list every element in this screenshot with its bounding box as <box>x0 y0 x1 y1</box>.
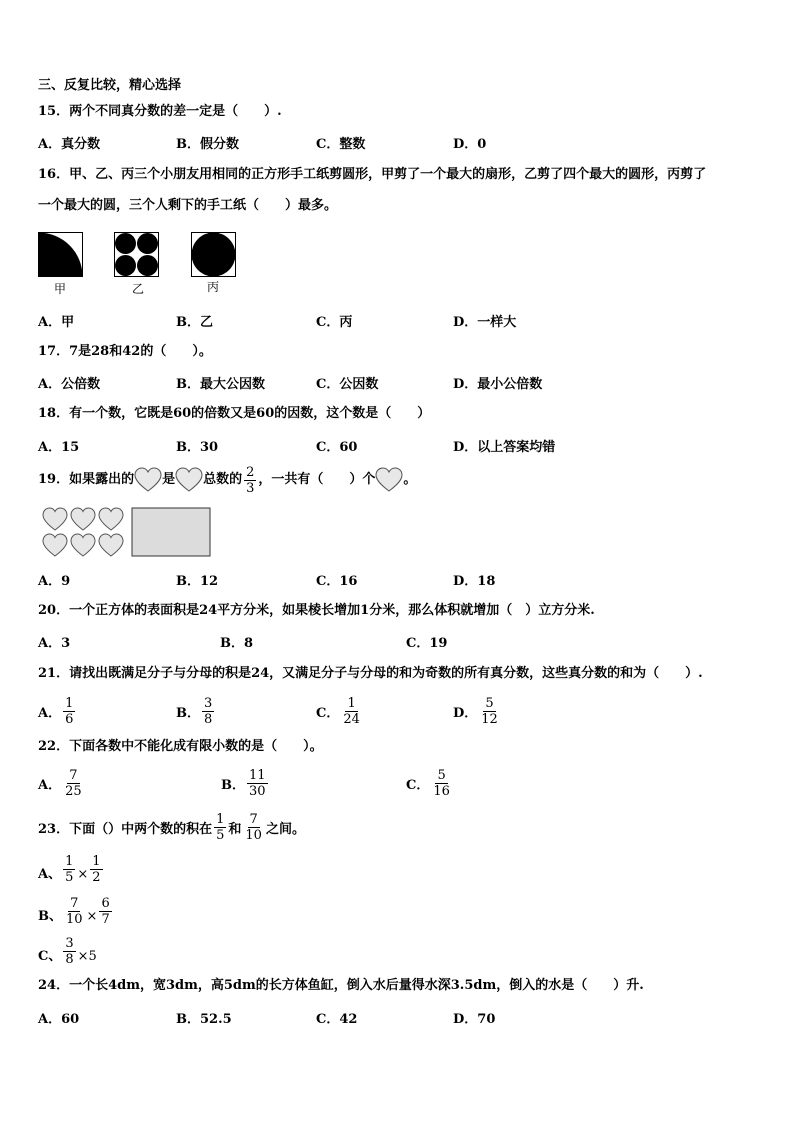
fraction-numerator: 3 <box>204 695 213 711</box>
fraction-numerator: 5 <box>485 695 494 711</box>
q23-option-b-content <box>38 890 114 926</box>
q19-figure <box>40 505 215 560</box>
fraction-numerator: 5 <box>437 767 446 783</box>
question-16-line1: 16．甲、乙、丙三个小朋友用相同的正方形手工纸剪圆形，甲剪了一个最大的扇形，乙剪了四个最大的圆形，丙剪了 <box>38 167 707 182</box>
fraction-one-fifth <box>214 813 226 842</box>
q21-option-d[interactable] <box>453 694 502 728</box>
fraction <box>63 937 75 966</box>
q23-text-3: 之间。 <box>265 822 305 837</box>
option-letter: B． <box>221 777 245 793</box>
figure-bing-circle <box>192 233 236 277</box>
fraction-numerator: 1 <box>216 812 225 827</box>
q17-option-c[interactable]: C．公因数 <box>316 376 379 392</box>
heart-icon <box>175 467 203 493</box>
fraction-two-thirds <box>244 466 256 495</box>
option-letter: C、 <box>38 949 62 964</box>
q19-text-4: ，一共有（ ）个 <box>258 472 376 487</box>
option-letter: B、 <box>38 909 62 924</box>
fraction-numerator: 1 <box>92 854 101 869</box>
q23-option-c-content <box>38 930 97 966</box>
q16-option-c[interactable]: C．丙 <box>316 314 353 330</box>
q19-text-3: 总数的 <box>203 472 243 487</box>
fraction-numerator: 11 <box>249 767 266 783</box>
q16-option-d[interactable]: D．一样大 <box>453 314 517 330</box>
fraction-denominator: 25 <box>65 783 82 799</box>
question-17: 17．7是28和42的（ ）。 <box>38 344 212 359</box>
fraction <box>341 697 362 726</box>
q15-option-b[interactable]: B．假分数 <box>176 136 239 152</box>
option-letter: D． <box>453 705 478 721</box>
fraction <box>63 769 84 798</box>
question-21: 21．请找出既满足分子与分母的积是24，又满足分子与分母的和为奇数的所有真分数，这些真分数的和为（ ）. <box>38 666 703 681</box>
fraction-denominator: 5 <box>216 828 225 843</box>
q15-option-c[interactable]: C．整数 <box>316 136 366 152</box>
fraction <box>202 697 214 726</box>
times-five: ×5 <box>77 949 97 964</box>
q21-option-b[interactable] <box>176 694 216 728</box>
fraction-denominator: 8 <box>65 952 74 967</box>
q24-option-c[interactable]: C．42 <box>316 1011 358 1027</box>
option-letter: B． <box>176 705 200 721</box>
q22-option-a[interactable] <box>38 765 86 801</box>
figure-label-bing: 丙 <box>207 280 220 294</box>
fraction <box>90 855 102 884</box>
fraction <box>64 897 85 926</box>
q16-figures <box>38 230 238 278</box>
q23-text-1: 23．下面（）中两个数的积在 <box>38 822 213 837</box>
q22-option-c[interactable] <box>406 765 454 801</box>
q18-option-d[interactable]: D．以上答案均错 <box>453 439 556 455</box>
q15-option-d[interactable]: D．0 <box>453 136 487 152</box>
q19-text-2: 是 <box>162 472 176 487</box>
q24-option-a[interactable]: A．60 <box>38 1011 80 1027</box>
hidden-area-box <box>132 508 210 556</box>
option-letter: A． <box>38 777 62 793</box>
q17-option-d[interactable]: D．最小公倍数 <box>453 376 543 392</box>
fraction <box>63 697 75 726</box>
heart-icon <box>134 467 162 493</box>
fraction-numerator: 7 <box>70 896 79 911</box>
q24-option-d[interactable]: D．70 <box>453 1011 496 1027</box>
q23-text-2: 和 <box>228 822 242 837</box>
fraction <box>63 855 75 884</box>
question-20: 20．一个正方体的表面积是24平方分米，如果棱长增加1分米，那么体积就增加（ ）立方分米. <box>38 603 595 618</box>
fraction-denominator: 16 <box>433 783 450 799</box>
fraction-denominator: 2 <box>92 870 101 885</box>
fraction-denominator: 12 <box>481 711 498 727</box>
fraction <box>99 897 111 926</box>
fraction-numerator: 3 <box>65 936 74 951</box>
q21-option-a[interactable] <box>38 694 77 728</box>
question-16-line2: 一个最大的圆，三个人剩下的手工纸（ ）最多。 <box>38 198 338 213</box>
q24-option-b[interactable]: B．52.5 <box>176 1011 232 1027</box>
fraction-denominator: 5 <box>65 870 74 885</box>
fraction-seven-tenths <box>243 813 264 842</box>
figure-yi-four-circles <box>115 233 159 277</box>
figure-label-jia: 甲 <box>54 282 67 296</box>
q19-option-c[interactable]: C．16 <box>316 573 358 589</box>
option-letter: C． <box>406 777 430 793</box>
q16-option-a[interactable]: A．甲 <box>38 314 75 330</box>
fraction-denominator: 10 <box>245 828 262 843</box>
q19-option-b[interactable]: B．12 <box>176 573 219 589</box>
q19-text-1: 19．如果露出的 <box>38 472 135 487</box>
question-18: 18．有一个数，它既是60的倍数又是60的因数，这个数是（ ） <box>38 406 431 421</box>
question-15: 15．两个不同真分数的差一定是（ ）. <box>38 104 282 119</box>
fraction <box>479 697 500 726</box>
times-sign: × <box>77 867 89 882</box>
fraction <box>431 769 452 798</box>
q19-text-5: 。 <box>403 472 417 487</box>
fraction-numerator: 1 <box>65 695 74 711</box>
figure-label-yi: 乙 <box>132 282 145 296</box>
option-letter: C． <box>316 705 340 721</box>
fraction-numerator: 6 <box>101 896 110 911</box>
fraction-denominator: 24 <box>343 711 360 727</box>
question-24: 24．一个长4dm，宽3dm，高5dm的长方体鱼缸，倒入水后量得水深3.5dm，倒入的水是（ ）升. <box>38 978 644 993</box>
question-22: 22．下面各数中不能化成有限小数的是（ ）。 <box>38 739 323 754</box>
fraction-numerator: 7 <box>69 767 78 783</box>
q17-option-b[interactable]: B．最大公因数 <box>176 376 265 392</box>
q20-option-a[interactable]: A．3 <box>38 635 71 651</box>
option-letter: A、 <box>38 867 62 882</box>
fraction-numerator: 2 <box>246 464 255 480</box>
q18-option-b[interactable]: B．30 <box>176 439 219 455</box>
section-title: 三、反复比较，精心选择 <box>38 78 182 93</box>
heart-icon <box>375 467 403 493</box>
q19-option-d[interactable]: D．18 <box>453 573 496 589</box>
figure-jia-quarter-sector <box>39 233 83 277</box>
fraction <box>247 769 268 798</box>
fraction-denominator: 30 <box>249 783 266 799</box>
question-19 <box>38 462 416 498</box>
visible-hearts <box>43 508 123 556</box>
q15-option-a[interactable]: A．真分数 <box>38 136 101 152</box>
fraction-denominator: 10 <box>66 912 83 927</box>
fraction-numerator: 1 <box>347 695 356 711</box>
q19-option-a[interactable]: A．9 <box>38 573 71 589</box>
q22-option-b[interactable] <box>221 765 270 801</box>
fraction-denominator: 7 <box>101 912 110 927</box>
fraction-numerator: 1 <box>65 854 74 869</box>
q20-option-c[interactable]: C．19 <box>406 635 448 651</box>
q18-option-c[interactable]: C．60 <box>316 439 358 455</box>
q20-option-b[interactable]: B．8 <box>220 635 254 651</box>
question-23 <box>38 808 305 842</box>
q17-option-a[interactable]: A．公倍数 <box>38 376 101 392</box>
q16-option-b[interactable]: B．乙 <box>176 314 213 330</box>
fraction-denominator: 3 <box>246 480 255 496</box>
fraction-numerator: 7 <box>249 812 258 827</box>
q21-option-c[interactable] <box>316 694 364 728</box>
fraction-denominator: 8 <box>204 711 213 727</box>
times-sign: × <box>86 909 98 924</box>
q18-option-a[interactable]: A．15 <box>38 439 80 455</box>
fraction-denominator: 6 <box>65 711 74 727</box>
q23-option-a-content <box>38 848 105 884</box>
option-letter: A． <box>38 705 62 721</box>
